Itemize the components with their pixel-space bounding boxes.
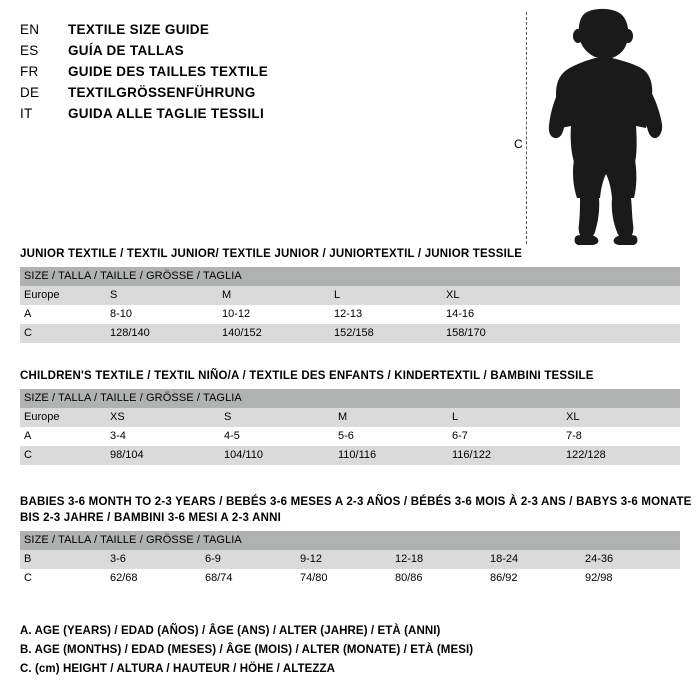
cell: 110/116: [338, 446, 452, 465]
cell: 158/170: [446, 324, 558, 343]
language-row: [20, 106, 500, 127]
cell: XL: [566, 408, 680, 427]
cell: 10-12: [222, 305, 334, 324]
language-title: TEXTILGRÖSSENFÜHRUNG: [68, 85, 256, 100]
table-row: [20, 324, 680, 343]
cell: 86/92: [490, 569, 585, 588]
legend-line-c: C. (cm) HEIGHT / ALTURA / HAUTEUR / HÖHE / ALTEZZA: [20, 663, 336, 675]
language-title-list: [20, 22, 500, 127]
cell: 5-6: [338, 427, 452, 446]
table-row: [20, 408, 680, 427]
cell: L: [452, 408, 566, 427]
language-title: GUIDA ALLE TAGLIE TESSILI: [68, 106, 264, 121]
cell: 8-10: [110, 305, 222, 324]
babies-size-table: [20, 531, 680, 588]
cell: 80/86: [395, 569, 490, 588]
cell: 128/140: [110, 324, 222, 343]
cell: M: [338, 408, 452, 427]
row-label: C: [20, 569, 110, 588]
cell: XS: [110, 408, 224, 427]
language-title: GUIDE DES TAILLES TEXTILE: [68, 64, 269, 79]
table-row: [20, 286, 680, 305]
cell: 12-13: [334, 305, 446, 324]
table-row: [20, 427, 680, 446]
children-textile-section: [20, 368, 680, 465]
cell-empty: [558, 324, 680, 343]
row-label: A: [20, 305, 110, 324]
cell: 140/152: [222, 324, 334, 343]
cell-empty: [558, 305, 680, 324]
cell: 9-12: [300, 550, 395, 569]
cell: S: [110, 286, 222, 305]
cell: 92/98: [585, 569, 680, 588]
legend-line-a: A. AGE (YEARS) / EDAD (AÑOS) / ÂGE (ANS) / ALTER (JAHRE) / ETÀ (ANNI): [20, 625, 441, 637]
height-measure-figure: [512, 8, 682, 253]
table-header-row: [20, 267, 680, 286]
cell: XL: [446, 286, 558, 305]
row-label: A: [20, 427, 110, 446]
table-header-label: SIZE / TALLA / TAILLE / GRÖSSE / TAGLIA: [24, 534, 242, 546]
cell: S: [224, 408, 338, 427]
table-row: [20, 550, 680, 569]
table-row: [20, 569, 680, 588]
language-row: [20, 85, 500, 106]
language-title: GUÍA DE TALLAS: [68, 43, 184, 58]
height-label-c: C: [514, 137, 523, 151]
cell: 152/158: [334, 324, 446, 343]
cell: 74/80: [300, 569, 395, 588]
language-code: IT: [20, 106, 33, 121]
language-code: FR: [20, 64, 39, 79]
table-row: [20, 446, 680, 465]
table-row: [20, 305, 680, 324]
child-silhouette-icon: [540, 8, 670, 248]
row-label: Europe: [20, 286, 110, 305]
language-title: TEXTILE SIZE GUIDE: [68, 22, 210, 37]
junior-section-title: JUNIOR TEXTILE / TEXTIL JUNIOR/ TEXTILE JUNIOR / JUNIORTEXTIL / JUNIOR TESSILE: [20, 248, 523, 260]
cell: 7-8: [566, 427, 680, 446]
row-label: C: [20, 446, 110, 465]
cell: 4-5: [224, 427, 338, 446]
cell: 98/104: [110, 446, 224, 465]
cell: 104/110: [224, 446, 338, 465]
table-header-label: SIZE / TALLA / TAILLE / GRÖSSE / TAGLIA: [24, 392, 242, 404]
row-label: Europe: [20, 408, 110, 427]
cell: 6-9: [205, 550, 300, 569]
table-header-label: SIZE / TALLA / TAILLE / GRÖSSE / TAGLIA: [24, 270, 242, 282]
cell: L: [334, 286, 446, 305]
language-row: [20, 43, 500, 64]
children-section-title: CHILDREN'S TEXTILE / TEXTIL NIÑO/A / TEXTILE DES ENFANTS / KINDERTEXTIL / BAMBINI TESSILE: [20, 370, 594, 382]
row-label: B: [20, 550, 110, 569]
babies-section-title: BABIES 3-6 MONTH TO 2-3 YEARS / BEBÉS 3-6 MESES A 2-3 AÑOS / BÉBÉS 3-6 MOIS À 2-3 ANS / BABYS 3-6 MONATE BIS 2-3 JAHRE / BAMBINI 3-6 MESI A 2-3 ANNI: [20, 496, 692, 524]
legend-block: [20, 622, 680, 679]
children-size-table: [20, 389, 680, 465]
language-code: DE: [20, 85, 40, 100]
cell: 14-16: [446, 305, 558, 324]
cell: 6-7: [452, 427, 566, 446]
cell: M: [222, 286, 334, 305]
cell: 3-6: [110, 550, 205, 569]
cell: 3-4: [110, 427, 224, 446]
language-row: [20, 64, 500, 85]
cell-empty: [558, 286, 680, 305]
cell: 68/74: [205, 569, 300, 588]
cell: 18-24: [490, 550, 585, 569]
junior-size-table: [20, 267, 680, 343]
cell: 24-36: [585, 550, 680, 569]
language-code: EN: [20, 22, 40, 37]
cell: 62/68: [110, 569, 205, 588]
cell: 122/128: [566, 446, 680, 465]
row-label: C: [20, 324, 110, 343]
cell: 116/122: [452, 446, 566, 465]
cell: 12-18: [395, 550, 490, 569]
junior-textile-section: [20, 246, 680, 343]
height-dashed-line: [526, 12, 527, 244]
table-header-row: [20, 531, 680, 550]
table-header-row: [20, 389, 680, 408]
legend-line-b: B. AGE (MONTHS) / EDAD (MESES) / ÂGE (MOIS) / ALTER (MONATE) / ETÀ (MESI): [20, 644, 474, 656]
language-code: ES: [20, 43, 39, 58]
babies-textile-section: [20, 494, 700, 588]
language-row: [20, 22, 500, 43]
